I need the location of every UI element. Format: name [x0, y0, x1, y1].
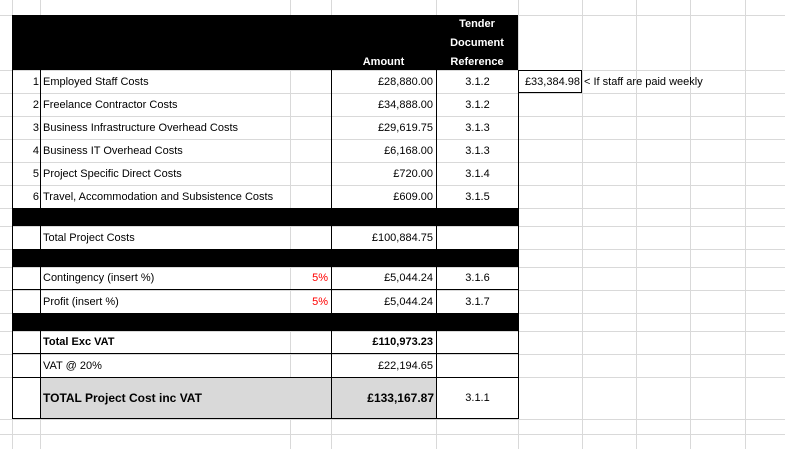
contingency-label[interactable]: Contingency (insert %)	[40, 267, 290, 290]
cost-amount[interactable]: £34,888.00	[331, 93, 436, 116]
row-number[interactable]: 2	[12, 93, 40, 116]
cost-reference[interactable]: 3.1.4	[436, 162, 519, 185]
cost-reference[interactable]: 3.1.3	[436, 116, 519, 139]
table-row	[0, 116, 785, 139]
cost-amount[interactable]: £720.00	[331, 162, 436, 185]
separator-bar	[12, 249, 519, 267]
empty-cell[interactable]	[12, 290, 40, 313]
vat-amount[interactable]: £22,194.65	[331, 354, 436, 377]
side-note-value[interactable]: £33,384.98	[518, 70, 582, 93]
cost-amount[interactable]: £28,880.00	[331, 70, 436, 93]
contingency-reference[interactable]: 3.1.6	[436, 267, 519, 290]
vat-label[interactable]: VAT @ 20%	[40, 354, 331, 377]
cost-label[interactable]: Freelance Contractor Costs	[40, 93, 331, 116]
table-row	[0, 354, 785, 377]
total-project-amount[interactable]: £100,884.75	[331, 226, 436, 249]
empty-cell[interactable]	[12, 377, 41, 419]
total-exc-vat-label[interactable]: Total Exc VAT	[40, 331, 331, 354]
cost-reference[interactable]: 3.1.2	[436, 93, 519, 116]
table-row	[0, 70, 785, 93]
profit-reference[interactable]: 3.1.7	[436, 290, 519, 313]
cost-amount[interactable]: £29,619.75	[331, 116, 436, 139]
cost-label[interactable]: Travel, Accommodation and Subsistence Costs	[40, 185, 331, 208]
table-row-grand-total	[0, 377, 785, 419]
table-row	[0, 290, 785, 313]
table-row	[0, 226, 785, 249]
empty-cell[interactable]	[436, 331, 519, 354]
profit-amount[interactable]: £5,044.24	[331, 290, 436, 313]
total-exc-vat-amount[interactable]: £110,973.23	[331, 331, 436, 354]
cost-label[interactable]: Business IT Overhead Costs	[40, 139, 331, 162]
cost-label[interactable]: Project Specific Direct Costs	[40, 162, 331, 185]
cost-amount[interactable]: £609.00	[331, 185, 436, 208]
header-reference-line2: Document	[450, 37, 504, 49]
table-row	[0, 267, 785, 290]
empty-cell[interactable]	[436, 226, 519, 249]
empty-cell[interactable]	[12, 331, 40, 354]
side-note-text[interactable]: < If staff are paid weekly	[584, 75, 703, 88]
table-row	[0, 139, 785, 162]
cost-label[interactable]: Employed Staff Costs	[40, 70, 331, 93]
cost-reference[interactable]: 3.1.3	[436, 139, 519, 162]
table-header	[12, 15, 518, 70]
row-number[interactable]: 6	[12, 185, 40, 208]
profit-label[interactable]: Profit (insert %)	[40, 290, 290, 313]
empty-cell[interactable]	[436, 354, 519, 377]
separator-bar	[12, 313, 519, 331]
table-row	[0, 93, 785, 116]
cost-label[interactable]: Business Infrastructure Overhead Costs	[40, 116, 331, 139]
grand-total-amount[interactable]: £133,167.87	[331, 377, 437, 419]
empty-cell[interactable]	[12, 354, 40, 377]
empty-cell[interactable]	[12, 226, 40, 249]
row-number[interactable]: 5	[12, 162, 40, 185]
row-number[interactable]: 1	[12, 70, 40, 93]
table-row	[0, 331, 785, 354]
row-number[interactable]: 3	[12, 116, 40, 139]
table-row	[0, 162, 785, 185]
contingency-amount[interactable]: £5,044.24	[331, 267, 436, 290]
cost-reference[interactable]: 3.1.2	[436, 70, 519, 93]
grand-total-reference[interactable]: 3.1.1	[436, 377, 519, 419]
header-amount: Amount	[362, 56, 405, 68]
grand-total-label[interactable]: TOTAL Project Cost inc VAT	[40, 377, 332, 419]
profit-percent[interactable]: 5%	[312, 295, 328, 308]
separator-bar	[12, 208, 519, 226]
total-project-label[interactable]: Total Project Costs	[40, 226, 331, 249]
table-row	[0, 185, 785, 208]
header-reference-line3: Reference	[450, 56, 504, 68]
cost-reference[interactable]: 3.1.5	[436, 185, 519, 208]
cost-amount[interactable]: £6,168.00	[331, 139, 436, 162]
contingency-percent[interactable]: 5%	[290, 267, 331, 290]
row-number[interactable]: 4	[12, 139, 40, 162]
empty-cell[interactable]	[12, 267, 40, 290]
header-reference-line1: Tender	[459, 18, 495, 30]
